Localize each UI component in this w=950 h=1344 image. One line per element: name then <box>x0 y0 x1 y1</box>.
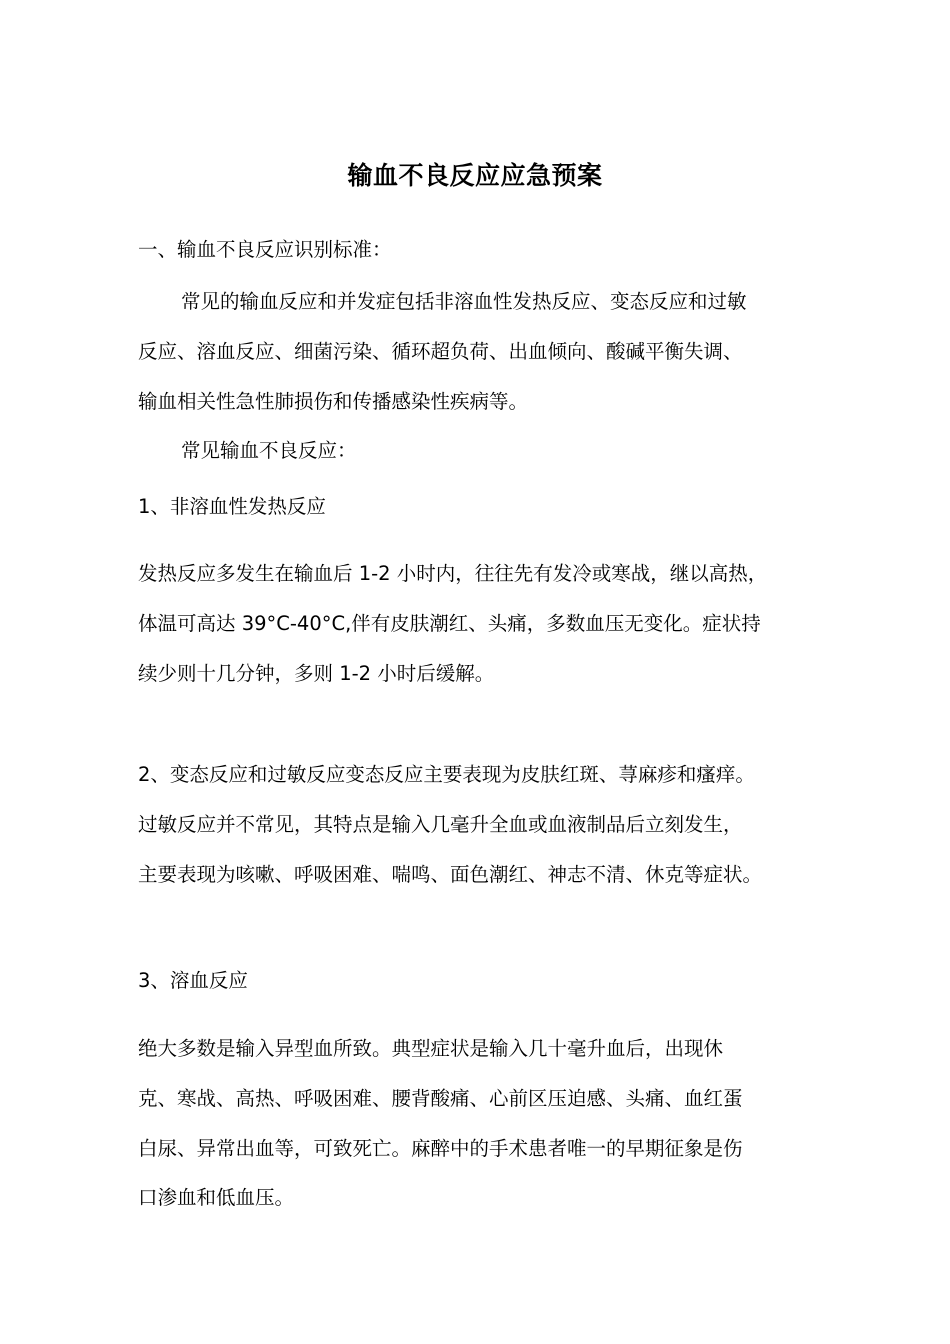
item-1-line-3: 续少则十几分钟，多则 1-2 小时后缓解。 <box>138 662 495 685</box>
item-3-line-3: 白尿、异常出血等，可致死亡。麻醉中的手术患者唯一的早期征象是伤 <box>138 1137 743 1160</box>
item-2-line-1: 2、变态反应和过敏反应变态反应主要表现为皮肤红斑、荨麻疹和瘙痒。 <box>138 763 755 786</box>
item-3-heading: 3、溶血反应 <box>138 969 248 992</box>
item-3-line-1: 绝大多数是输入异型血所致。典型症状是输入几十毫升血后，出现休 <box>138 1037 724 1060</box>
item-1-line-1: 发热反应多发生在输血后 1-2 小时内，往往先有发冷或寒战，继以高热， <box>138 562 768 585</box>
intro-line-1: 常见的输血反应和并发症包括非溶血性发热反应、变态反应和过敏 <box>181 290 747 313</box>
item-1-line-2: 体温可高达 39°C-40°C,伴有皮肤潮红、头痛，多数血压无变化。症状持 <box>138 612 761 635</box>
item-1-heading: 1、非溶血性发热反应 <box>138 495 326 518</box>
item-3-line-2: 克、寒战、高热、呼吸困难、腰背酸痛、心前区压迫感、头痛、血红蛋 <box>138 1087 743 1110</box>
item-2-line-3: 主要表现为咳嗽、呼吸困难、喘鸣、面色潮红、神志不清、休克等症状。 <box>138 863 763 886</box>
section-heading: 一、输血不良反应识别标准： <box>138 238 392 261</box>
document-title: 输血不良反应应急预案 <box>347 161 603 190</box>
common-reactions-label: 常见输血不良反应： <box>181 439 357 462</box>
item-3-line-4: 口渗血和低血压。 <box>138 1186 295 1209</box>
item-2-line-2: 过敏反应并不常见，其特点是输入几毫升全血或血液制品后立刻发生， <box>138 813 743 836</box>
intro-line-2: 反应、溶血反应、细菌污染、循环超负荷、出血倾向、酸碱平衡失调、 <box>138 340 743 363</box>
intro-line-3: 输血相关性急性肺损伤和传播感染性疾病等。 <box>138 390 529 413</box>
